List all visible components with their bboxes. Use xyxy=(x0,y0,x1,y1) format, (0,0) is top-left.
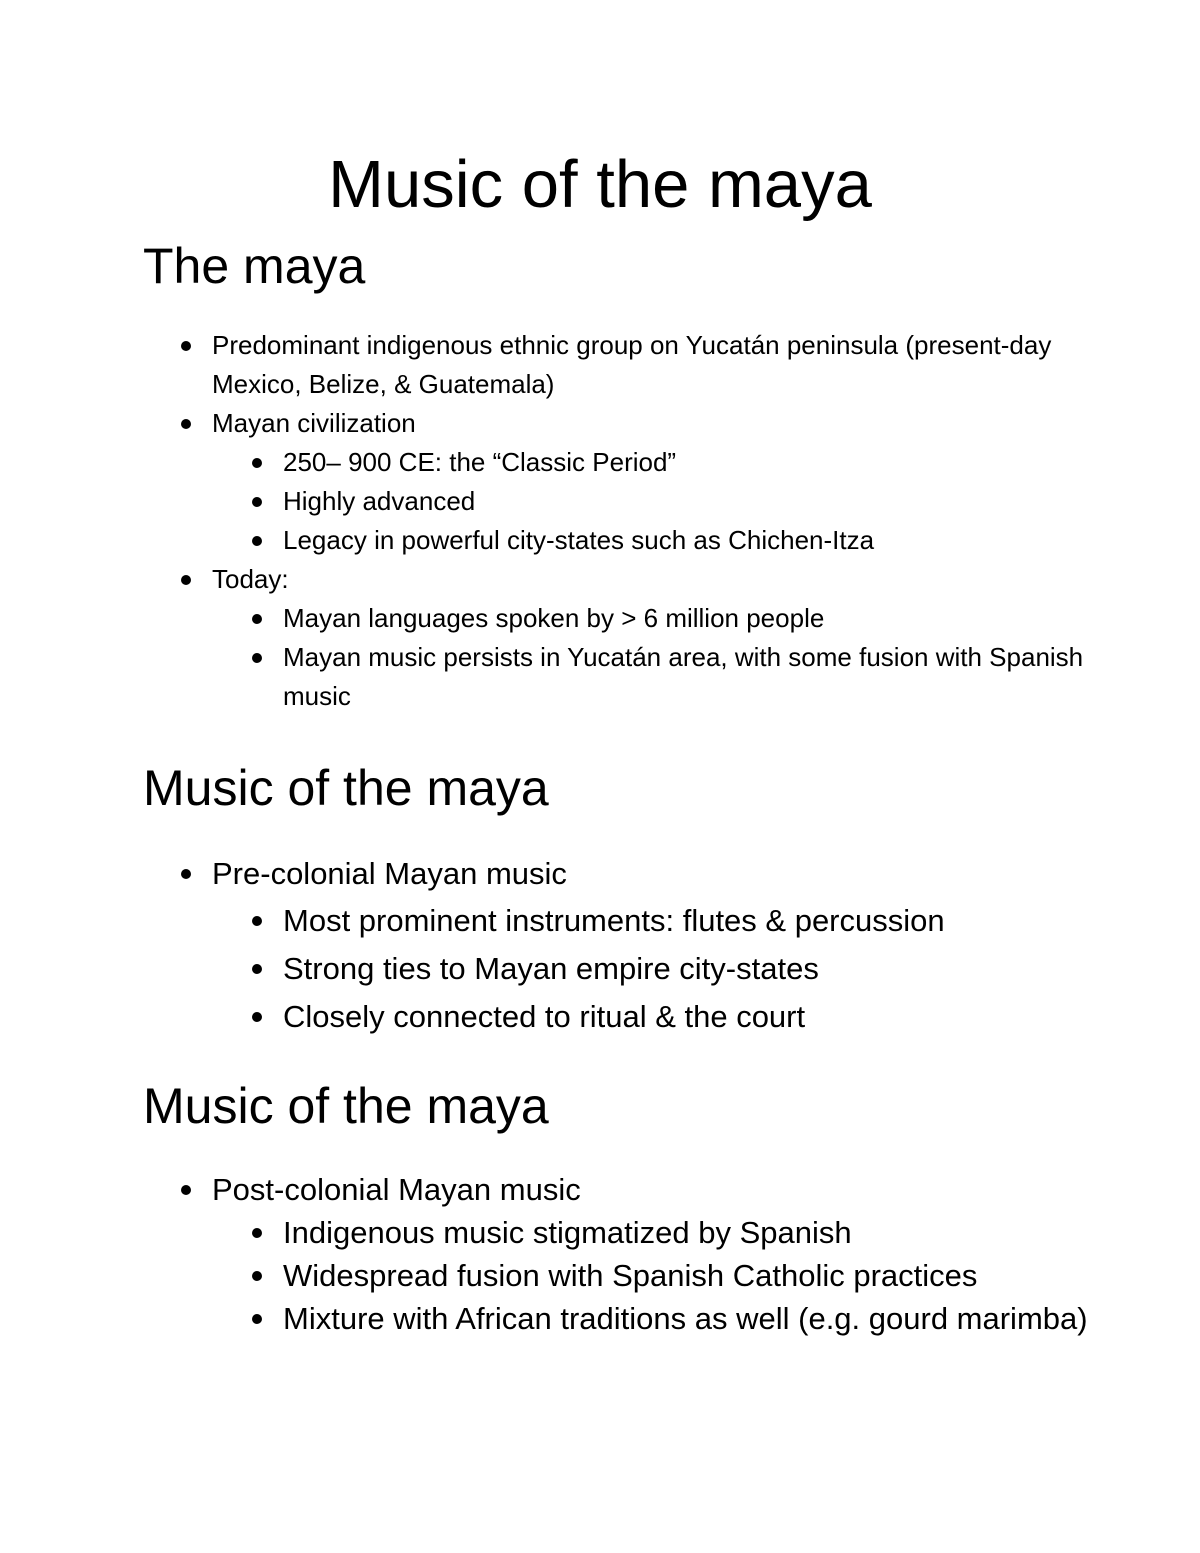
sub-bullet-list xyxy=(212,897,1140,1041)
list-item xyxy=(143,850,1140,1041)
list-item xyxy=(143,1168,1140,1340)
section-heading: Music of the maya xyxy=(143,760,549,816)
section-heading: Music of the maya xyxy=(143,1078,549,1134)
sub-list-item-text: Highly advanced xyxy=(283,486,476,516)
list-item-text: Today: xyxy=(212,564,289,594)
sub-bullet-list xyxy=(212,443,1140,560)
bullet-dot-icon xyxy=(252,964,262,974)
sub-list-item-text: Most prominent instruments: flutes & percussion xyxy=(283,903,945,938)
list-item xyxy=(143,404,1140,560)
section-heading: The maya xyxy=(143,238,366,294)
sub-list-item xyxy=(212,897,1140,945)
sub-list-item xyxy=(212,482,1140,521)
list-item-text: Predominant indigenous ethnic group on Yucatán peninsula (present-day Mexico, Belize, & Guatemala) xyxy=(212,330,1052,399)
sub-list-item-text: Widespread fusion with Spanish Catholic practices xyxy=(283,1258,978,1293)
sub-list-item-text: Strong ties to Mayan empire city-states xyxy=(283,951,819,986)
list-item-text: Post-colonial Mayan music xyxy=(212,1172,581,1207)
bullet-dot-icon xyxy=(252,458,262,468)
list-item xyxy=(143,326,1140,404)
sub-list-item-text: Mayan languages spoken by > 6 million people xyxy=(283,603,825,633)
sub-bullet-list xyxy=(212,1211,1140,1340)
bullet-dot-icon xyxy=(252,536,262,546)
bullet-list xyxy=(143,326,1140,716)
bullet-dot-icon xyxy=(181,869,191,879)
list-item xyxy=(143,560,1140,716)
sub-list-item-text: 250– 900 CE: the “Classic Period” xyxy=(283,447,677,477)
sub-list-item xyxy=(212,599,1140,638)
bullet-dot-icon xyxy=(181,419,191,429)
sub-list-item xyxy=(212,945,1140,993)
document-title: Music of the maya xyxy=(328,147,872,222)
sub-list-item xyxy=(212,1211,1140,1254)
bullet-dot-icon xyxy=(252,1314,262,1324)
bullet-dot-icon xyxy=(252,1012,262,1022)
list-item-text: Mayan civilization xyxy=(212,408,416,438)
sub-list-item-text: Mixture with African traditions as well (e.g. gourd marimba) xyxy=(283,1301,1088,1336)
sub-list-item-text: Mayan music persists in Yucatán area, with some fusion with Spanish music xyxy=(283,642,1084,711)
bullet-dot-icon xyxy=(252,1271,262,1281)
bullet-dot-icon xyxy=(252,916,262,926)
sub-list-item xyxy=(212,1297,1140,1340)
list-item-text: Pre-colonial Mayan music xyxy=(212,856,567,891)
bullet-dot-icon xyxy=(252,653,262,663)
sub-bullet-list xyxy=(212,599,1140,716)
bullet-list xyxy=(143,850,1140,1041)
bullet-dot-icon xyxy=(252,1228,262,1238)
section-pre-colonial xyxy=(143,758,1140,1041)
bullet-dot-icon xyxy=(181,575,191,585)
bullet-dot-icon xyxy=(181,1185,191,1195)
sub-list-item xyxy=(212,1254,1140,1297)
section-post-colonial xyxy=(143,1076,1140,1340)
sub-list-item xyxy=(212,638,1140,716)
bullet-dot-icon xyxy=(252,497,262,507)
bullet-dot-icon xyxy=(252,614,262,624)
sub-list-item-text: Legacy in powerful city-states such as Chichen-Itza xyxy=(283,525,875,555)
sub-list-item xyxy=(212,521,1140,560)
bullet-dot-icon xyxy=(181,341,191,351)
sub-list-item xyxy=(212,993,1140,1041)
sub-list-item-text: Indigenous music stigmatized by Spanish xyxy=(283,1215,852,1250)
sub-list-item-text: Closely connected to ritual & the court xyxy=(283,999,806,1034)
sub-list-item xyxy=(212,443,1140,482)
bullet-list xyxy=(143,1168,1140,1340)
section-the-maya xyxy=(143,236,1140,716)
